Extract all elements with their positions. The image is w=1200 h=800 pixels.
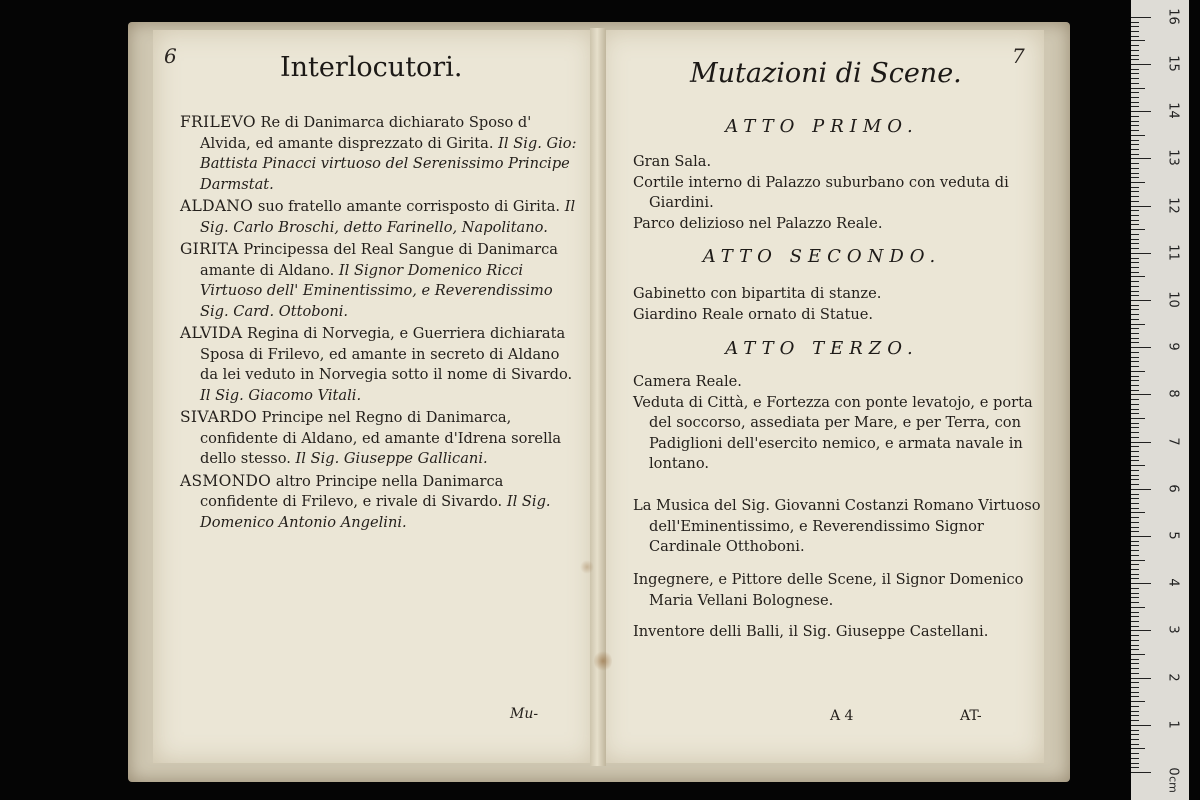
ruler-tick [1131,286,1139,287]
ruler-number: 3 [1165,625,1181,635]
ruler-tick [1131,319,1139,320]
ruler-tick [1131,140,1139,141]
character-name: ASMONDO [180,471,272,490]
ruler-tick [1131,588,1139,589]
ruler-tick [1131,626,1139,627]
ruler-tick [1131,409,1139,410]
ruler-tick [1131,748,1145,749]
scene-item: Camera Reale. [633,373,742,390]
character-entry [180,323,580,406]
scenery-credit: Ingegnere, e Pittore delle Scene, il Signor Domenico Maria Vellani Bolognese. [633,571,1024,609]
ruler-tick [1131,92,1139,93]
ruler-tick [1131,489,1151,490]
ruler-tick [1131,678,1151,679]
ruler-tick [1131,333,1139,334]
character-list [180,112,580,533]
ruler-tick [1131,522,1139,523]
ruler-tick [1131,328,1139,329]
ruler-tick [1131,305,1139,306]
ruler-tick [1131,555,1139,556]
ruler-tick [1131,352,1139,353]
ruler-tick [1131,220,1139,221]
ruler-tick [1131,767,1139,768]
ruler-tick [1131,602,1139,603]
ruler-tick [1131,69,1139,70]
ruler-tick [1131,295,1139,296]
ruler-tick [1131,116,1139,117]
ruler-tick [1131,550,1139,551]
ruler-number: 10 [1165,291,1181,308]
ruler-tick [1131,659,1139,660]
page-title-left: Interlocutori. [280,52,463,83]
ruler-tick [1131,758,1139,759]
ruler-number: 8 [1165,389,1181,399]
ruler-tick [1131,40,1145,41]
ruler-tick [1131,300,1151,301]
ruler-tick [1131,83,1139,84]
ruler-tick [1131,423,1139,424]
ruler-tick [1131,446,1139,447]
ruler-tick [1131,135,1145,136]
ruler-tick [1131,536,1151,537]
page-title-right: Mutazioni di Scene. [690,58,962,89]
ruler-number: 11 [1165,244,1181,261]
ruler-tick [1131,451,1139,452]
ruler-tick [1131,484,1139,485]
ruler-tick [1131,404,1139,405]
scene-list [633,284,1033,325]
ruler-tick [1131,229,1145,230]
ruler-tick [1131,173,1139,174]
ruler-tick [1131,437,1139,438]
ruler-tick [1131,376,1139,377]
character-description: Regina di Norvegia, e Guerriera dichiarata Sposa di Frilevo, ed amante in secreto di Aldano da lei veduto in Norvegia sotto il nome di Sivardo. [200,325,573,383]
ruler-tick [1131,645,1139,646]
ruler-tick [1131,243,1139,244]
ruler-tick [1131,121,1139,122]
ruler-tick [1131,55,1139,56]
singer-name: Il Sig. Giuseppe Gallicani. [295,450,488,467]
ruler-tick [1131,456,1139,457]
ruler-tick [1131,607,1145,608]
ruler-tick [1131,654,1145,655]
ruler-tick [1131,720,1139,721]
foxing-stain [594,650,612,672]
ruler-tick [1131,630,1151,631]
ruler-tick [1131,262,1139,263]
ruler-tick [1131,427,1139,428]
scene-item: Gran Sala. [633,153,712,170]
ruler-number: 15 [1165,55,1181,72]
ruler-tick [1131,744,1139,745]
ruler-tick [1131,267,1139,268]
ruler-tick [1131,357,1139,358]
ruler-tick [1131,97,1139,98]
singer-name: Il Sig. Domenico Antonio Angelini. [200,493,551,531]
ruler-tick [1131,470,1139,471]
ruler-tick [1131,187,1139,188]
ruler-tick [1131,753,1139,754]
ruler-tick [1131,494,1139,495]
ruler-tick [1131,239,1139,240]
catchword-left: Mu- [510,706,539,722]
ruler-number: 12 [1165,196,1181,214]
singer-name: Il Sig. Carlo Broschi, detto Farinello, Napolitano. [200,198,576,236]
catchword-right: AT- [960,708,982,724]
ruler-tick [1131,739,1139,740]
ruler-tick [1131,111,1151,112]
ruler-number: 13 [1165,149,1181,167]
scene-list [633,372,1033,475]
ruler-tick [1131,734,1139,735]
ruler-tick [1131,272,1139,273]
ruler-tick [1131,460,1139,461]
ruler-tick [1131,503,1139,504]
ruler-tick [1131,475,1139,476]
ruler-tick [1131,361,1139,362]
ruler-tick [1131,182,1145,183]
ruler-number: 1 [1165,720,1181,729]
ruler-tick [1131,309,1139,310]
character-description: suo fratello amante corrisposto di Girita. [253,198,565,215]
ruler-tick [1131,88,1145,89]
character-name: ALVIDA [180,324,243,342]
ruler-tick [1131,418,1145,419]
ruler-tick [1131,45,1139,46]
character-name: SIVARDO [180,408,257,426]
ruler-number: 9 [1165,342,1181,351]
ruler-tick [1131,545,1139,546]
ruler-tick [1131,258,1139,259]
character-entry [180,239,580,322]
page-number-right: 7 [1012,44,1025,68]
ruler-tick [1131,342,1139,343]
ruler-tick [1131,701,1145,702]
ruler-tick [1131,206,1151,207]
ruler-tick [1131,531,1139,532]
ruler-tick [1131,31,1139,32]
ruler-tick [1131,154,1139,155]
ruler-tick [1131,432,1139,433]
character-description: Re di Danimarca dichiarato Sposo d' Alvida, ed amante disprezzato di Girita. [200,114,532,152]
page-number-left: 6 [164,44,177,68]
ruler-number: 4 [1165,578,1181,587]
act-heading: ATTO SECONDO. [702,246,942,267]
ruler-tick [1131,371,1145,372]
ruler-tick [1131,413,1139,414]
ruler-number: 14 [1165,102,1181,119]
ruler-tick [1131,17,1151,18]
ruler-tick [1131,564,1139,565]
ruler-tick [1131,465,1145,466]
ruler-tick [1131,224,1139,225]
scene-item: Veduta di Città, e Fortezza con ponte levatojo, e porta del soccorso, assediata per Mare, e per Terra, con Padiglioni dell'esercito nemico, e armata navale in lontano. [633,393,1033,472]
ruler-tick [1131,711,1139,712]
ruler-tick [1131,253,1151,254]
character-entry [180,407,580,470]
character-name: ALDANO [180,197,254,215]
ruler-tick [1131,26,1139,27]
ruler-tick [1131,210,1139,211]
measurement-ruler [1131,0,1189,800]
character-description: Principessa del Real Sangue di Danimarca amante di Aldano. [200,241,558,279]
singer-name: Il Sig. Gio: Battista Pinacci virtuoso del Serenissimo Principe Darmstat. [200,134,577,193]
ruler-tick [1131,196,1139,197]
singer-name: Il Sig. Giacomo Vitali. [200,386,362,404]
ruler-tick [1131,715,1139,716]
ruler-tick [1131,248,1139,249]
ruler-tick [1131,569,1139,570]
ruler-tick [1131,234,1139,235]
foxing-stain [580,560,594,574]
ruler-tick [1131,366,1139,367]
ruler-tick [1131,158,1151,159]
ruler-tick [1131,517,1139,518]
ruler-tick [1131,347,1151,348]
ruler-number: 5 [1165,531,1181,540]
ruler-tick [1131,149,1139,150]
ruler-tick [1131,291,1139,292]
ruler-number: 0 [1165,767,1181,776]
ruler-tick [1131,730,1139,731]
ruler-tick [1131,36,1139,37]
ruler-tick [1131,692,1139,693]
ruler-tick [1131,201,1139,202]
ruler-tick [1131,106,1139,107]
character-name: GIRITA [180,240,239,258]
act-heading: ATTO PRIMO. [725,116,919,137]
ruler-tick [1131,191,1139,192]
ruler-tick [1131,640,1139,641]
ruler-number: 16 [1165,8,1181,25]
ruler-tick [1131,59,1139,60]
ruler-number: 7 [1165,436,1181,446]
ruler-tick [1131,215,1139,216]
character-description: altro Principe nella Danimarca confidente di Frilevo, e rivale di Sivardo. [200,472,507,510]
ruler-tick [1131,725,1151,726]
ruler-unit: cm [1166,776,1180,793]
ruler-tick [1131,324,1145,325]
ruler-tick [1131,163,1139,164]
scene-item: Gabinetto con bipartita di stanze. [633,285,882,302]
ruler-tick [1131,498,1139,499]
ruler-tick [1131,696,1139,697]
character-description: Principe nel Regno di Danimarca, confidente di Aldano, ed amante d'Idrena sorella dello stesso. [200,409,562,467]
ruler-tick [1131,399,1139,400]
ruler-tick [1131,706,1139,707]
character-entry [180,196,580,238]
ruler-tick [1131,78,1139,79]
ruler-tick [1131,583,1151,584]
music-credit: La Musica del Sig. Giovanni Costanzi Romano Virtuoso dell'Eminentissimo, e Reverendissimo Signor Cardinale Otthoboni. [633,497,1041,555]
ruler-tick [1131,508,1139,509]
ruler-tick [1131,616,1139,617]
ruler-tick [1131,560,1145,561]
signature-mark: A 4 [830,708,854,724]
scene-item: Giardino Reale ornato di Statue. [633,305,874,323]
ruler-tick [1131,394,1151,395]
ruler-tick [1131,144,1139,145]
ruler-tick [1131,635,1139,636]
ruler-tick [1131,687,1139,688]
ruler-tick [1131,73,1139,74]
ruler-tick [1131,682,1139,683]
ruler-tick [1131,442,1151,443]
ruler-tick [1131,541,1139,542]
singer-name: Il Signor Domenico Ricci Virtuoso dell' Eminentissimo, e Reverendissimo Sig. Card. Ottoboni. [200,261,553,320]
ruler-tick [1131,50,1139,51]
character-name: FRILEVO [180,113,256,131]
ruler-tick [1131,593,1139,594]
scene-list [633,152,1033,234]
ruler-tick [1131,649,1139,650]
ruler-tick [1131,527,1139,528]
ruler-tick [1131,390,1139,391]
ruler-tick [1131,668,1139,669]
ruler-tick [1131,314,1139,315]
ruler-tick [1131,338,1139,339]
ballet-credit: Inventore delli Balli, il Sig. Giuseppe Castellani. [633,623,989,640]
ruler-tick [1131,578,1139,579]
act-heading: ATTO TERZO. [725,338,919,359]
ruler-tick [1131,385,1139,386]
ruler-tick [1131,276,1145,277]
ruler-tick [1131,281,1139,282]
ruler-tick [1131,22,1139,23]
ruler-tick [1131,168,1139,169]
ruler-tick [1131,763,1139,764]
ruler-tick [1131,512,1145,513]
ruler-tick [1131,597,1139,598]
ruler-tick [1131,177,1139,178]
ruler-tick [1131,102,1139,103]
ruler-number: 6 [1165,484,1181,493]
ruler-tick [1131,574,1139,575]
ruler-tick [1131,125,1139,126]
ruler-tick [1131,663,1139,664]
ruler-number: 2 [1165,672,1181,682]
ruler-tick [1131,479,1139,480]
character-entry [180,471,580,534]
ruler-tick [1131,130,1139,131]
scene-item: Parco delizioso nel Palazzo Reale. [633,214,883,232]
ruler-tick [1131,673,1139,674]
ruler-tick [1131,380,1139,381]
ruler-tick [1131,64,1151,65]
character-entry [180,112,580,195]
ruler-tick [1131,621,1139,622]
ruler-tick [1131,612,1139,613]
scene-item: Cortile interno di Palazzo suburbano con veduta di Giardini. [633,173,1009,211]
ruler-tick [1131,772,1151,773]
